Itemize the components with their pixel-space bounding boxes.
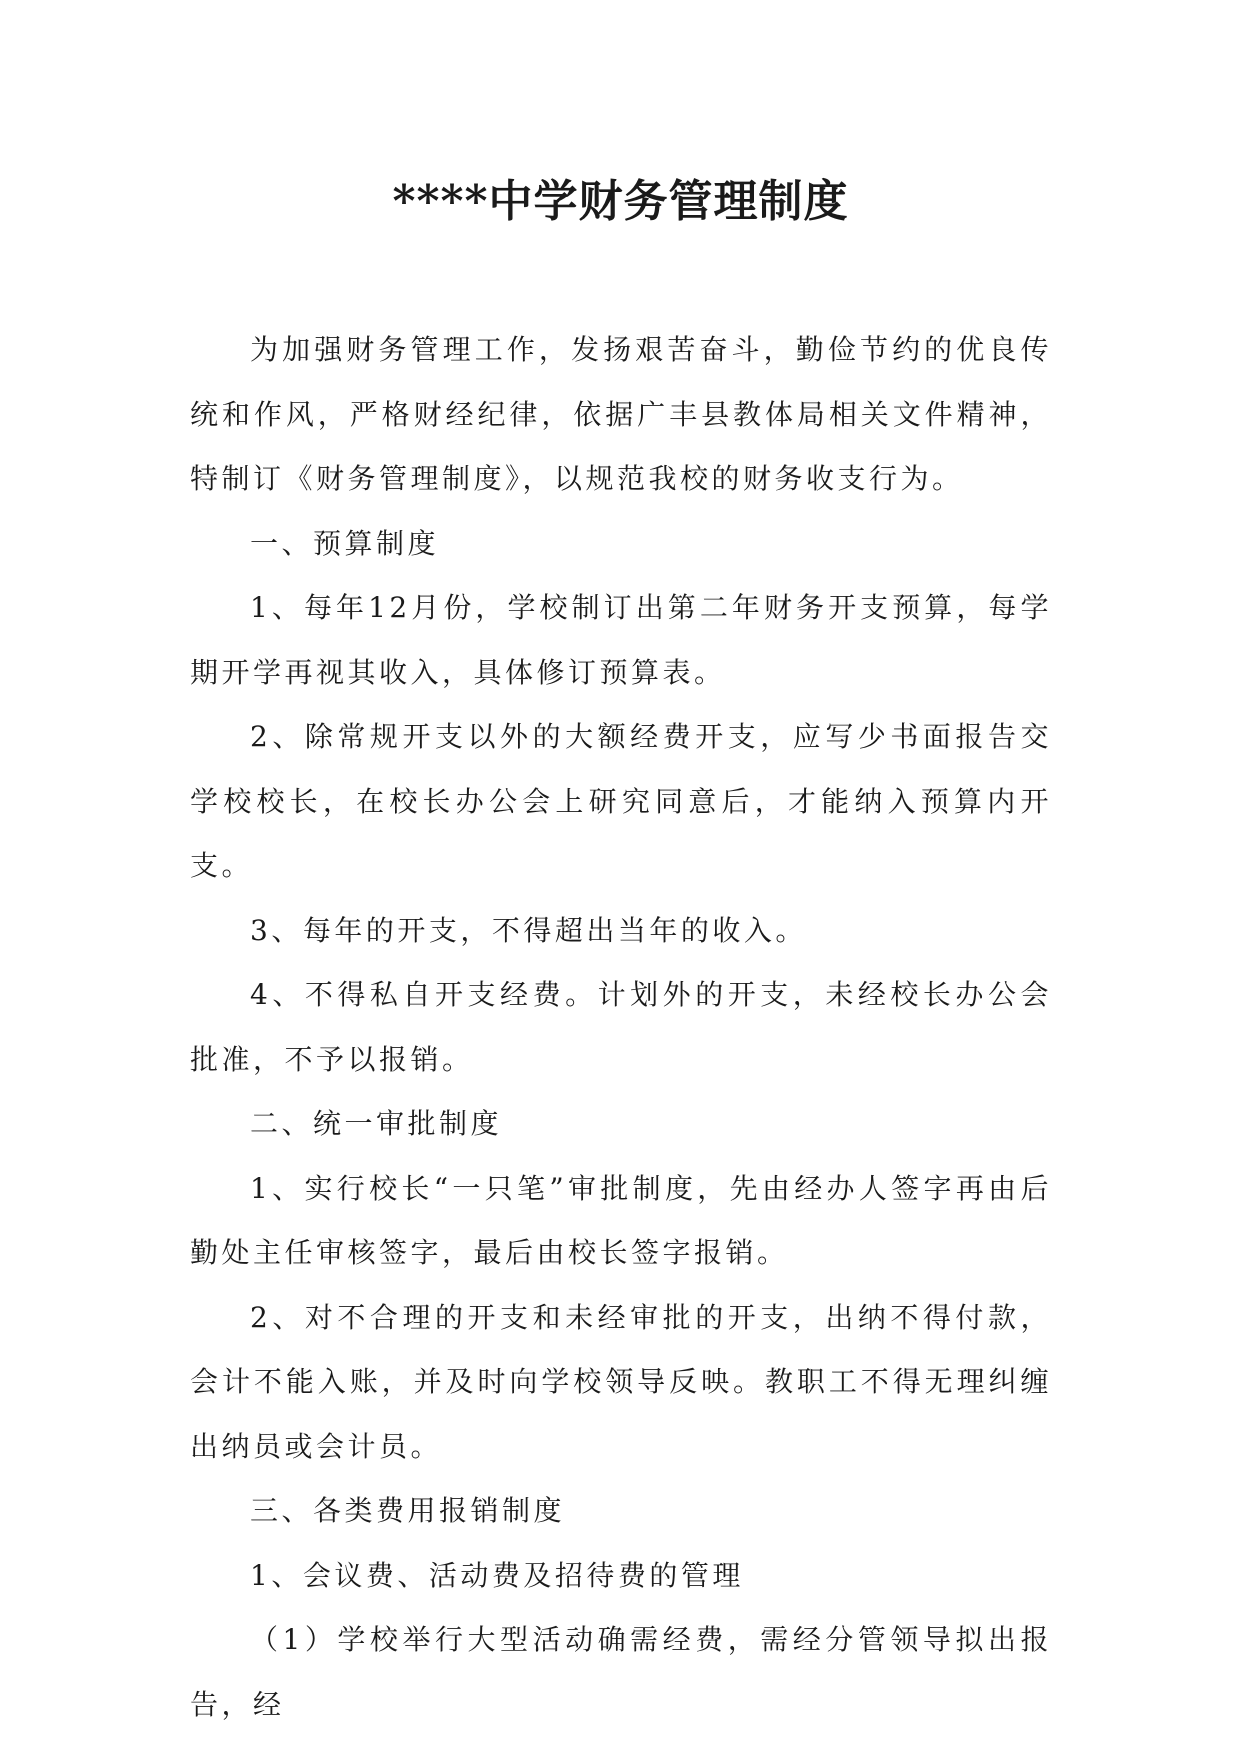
budget-item-4: 4、不得私自开支经费。计划外的开支，未经校长办公会批准，不予以报销。 [190, 978, 1052, 1076]
section-heading-budget: 一、预算制度 [250, 526, 440, 560]
section-heading-reimbursement: 三、各类费用报销制度 [250, 1494, 566, 1527]
budget-item-3: 3、每年的开支，不得超出当年的收入。 [250, 913, 807, 947]
budget-item-2: 2、除常规开支以外的大额经费开支，应写少书面报告交学校校长，在校长办公会上研究同意后，才能纳入预算内开支。 [190, 720, 1052, 882]
document-body [190, 318, 1052, 1737]
budget-item-1: 1、每年12月份，学校制订出第二年财务开支预算，每学期开学再视其收入，具体修订预算表。 [190, 591, 1052, 689]
approval-item-2: 2、对不合理的开支和未经审批的开支，出纳不得付款，会计不能入账，并及时向学校领导反映。教职工不得无理纠缠出纳员或会计员。 [190, 1300, 1052, 1463]
document-title: ****中学财务管理制度 [392, 176, 849, 227]
approval-item-1: 1、实行校长“一只笔”审批制度，先由经办人签字再由后勤处主任审核签字，最后由校长签字报销。 [190, 1171, 1052, 1269]
reimbursement-subitem-1: （1）学校举行大型活动确需经费，需经分管领导拟出报告，经 [190, 1623, 1052, 1721]
section-heading-approval: 二、统一审批制度 [250, 1107, 503, 1140]
reimbursement-item-1: 1、会议费、活动费及招待费的管理 [250, 1558, 744, 1592]
intro-paragraph: 为加强财务管理工作，发扬艰苦奋斗，勤俭节约的优良传统和作风，严格财经纪律，依据广丰县教体局相关文件精神，特制订《财务管理制度》，以规范我校的财务收支行为。 [190, 333, 1052, 495]
